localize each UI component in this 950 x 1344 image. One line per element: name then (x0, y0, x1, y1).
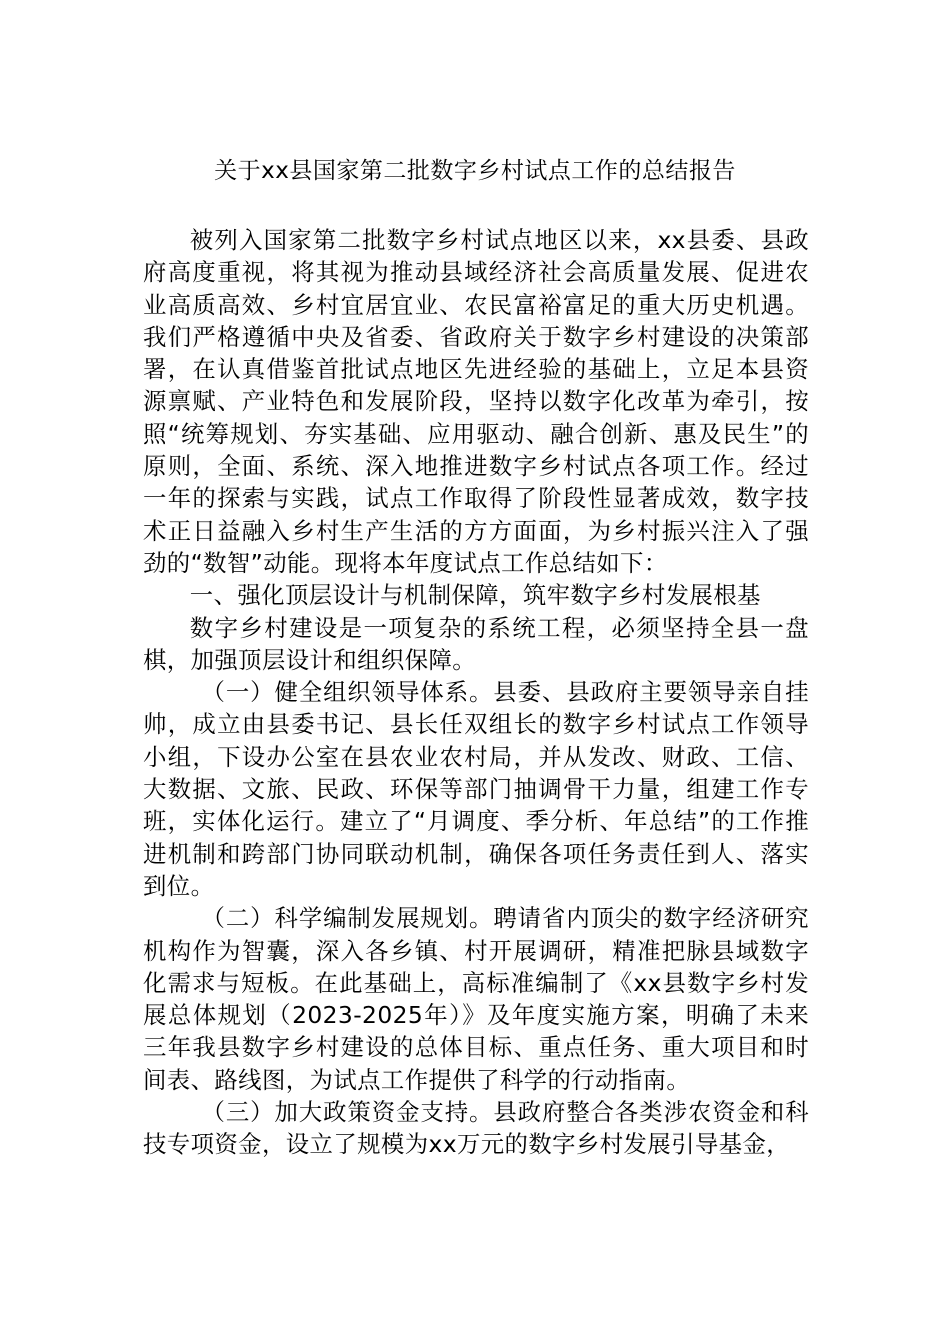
paragraph-section-1-intro: 数字乡村建设是一项复杂的系统工程，必须坚持全县一盘棋，加强顶层设计和组织保障。 (143, 613, 809, 674)
document-body (143, 224, 809, 1161)
paragraph-subsection-1: （一）健全组织领导体系。县委、县政府主要领导亲自挂帅，成立由县委书记、县长任双组长的数字乡村试点工作领导小组，下设办公室在县农业农村局，并从发改、财政、工信、大数据、文旅、民政、环保等部门抽调骨干力量，组建工作专班，实体化运行。建立了“月调度、季分析、年总结”的工作推进机制和跨部门协同联动机制，确保各项任务责任到人、落实到位。 (143, 678, 809, 900)
section-heading-1: 一、强化顶层设计与机制保障，筑牢数字乡村发展根基 (189, 581, 761, 610)
paragraph-intro: 被列入国家第二批数字乡村试点地区以来，xx县委、县政府高度重视，将其视为推动县域经济社会高质量发展、促进农业高质高效、乡村宜居宜业、农民富裕富足的重大历史机遇。我们严格遵循中央及省委、省政府关于数字乡村建设的决策部署，在认真借鉴首批试点地区先进经验的基础上，立足本县资源禀赋、产业特色和发展阶段，坚持以数字化改革为牵引，按照“统筹规划、夯实基础、应用驱动、融合创新、惠及民生”的原则，全面、系统、深入地推进数字乡村试点各项工作。经过一年的探索与实践，试点工作取得了阶段性显著成效，数字技术正日益融入乡村生产生活的方方面面，为乡村振兴注入了强劲的“数智”动能。现将本年度试点工作总结如下： (143, 226, 809, 577)
document-title: 关于xx县国家第二批数字乡村试点工作的总结报告 (214, 158, 736, 184)
paragraph-subsection-2: （二）科学编制发展规划。聘请省内顶尖的数字经济研究机构作为智囊，深入各乡镇、村开展调研，精准把脉县域数字化需求与短板。在此基础上，高标准编制了《xx县数字乡村发展总体规划（2023-2025年）》及年度实施方案，明确了未来三年我县数字乡村建设的总体目标、重点任务、重大项目和时间表、路线图，为试点工作提供了科学的行动指南。 (143, 904, 809, 1094)
paragraph-subsection-3: （三）加大政策资金支持。县政府整合各类涉农资金和科技专项资金，设立了规模为xx万元的数字乡村发展引导基金， (143, 1098, 809, 1159)
